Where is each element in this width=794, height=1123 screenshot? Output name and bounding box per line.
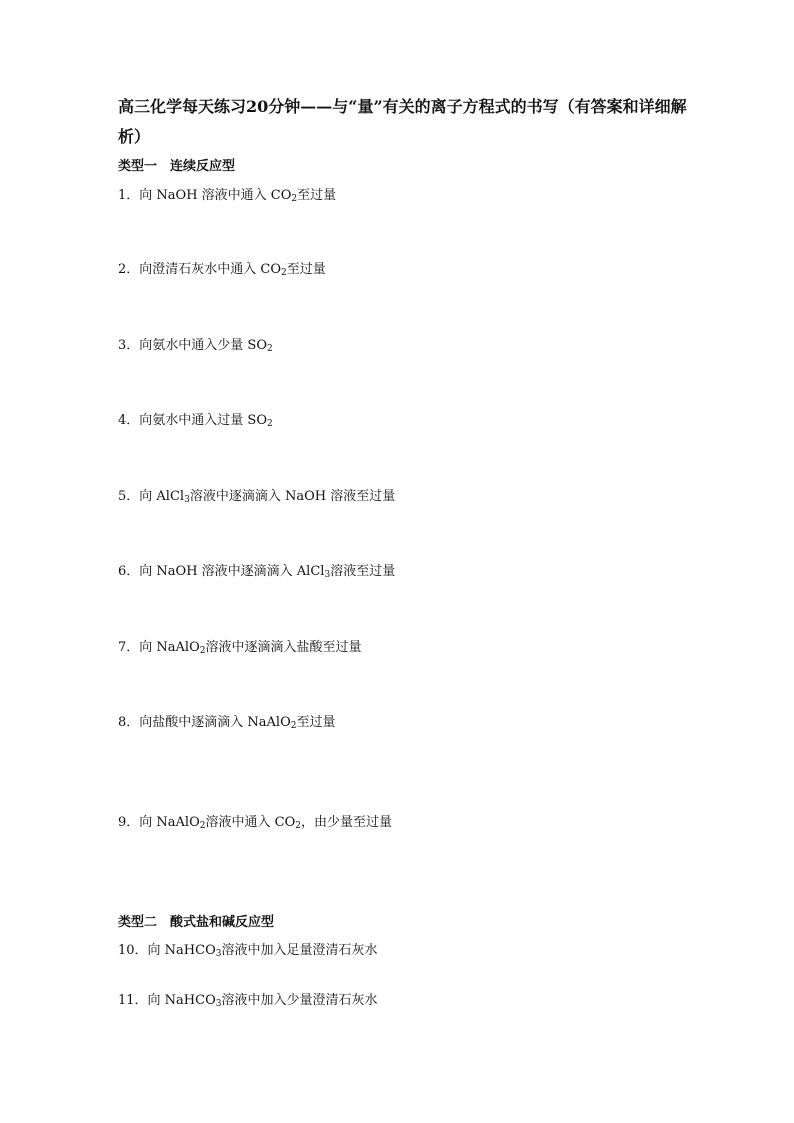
subscript: 3 [184,495,190,505]
question-text-end: 溶液中加入足量澄清石灰水 [221,943,378,958]
question-3 [118,337,273,355]
question-text-end: 至过量 [286,262,326,277]
question-10 [118,942,378,960]
subscript: 2 [281,268,287,278]
subscript: 2 [199,646,206,656]
subscript: 2 [290,721,297,731]
question-8 [118,714,336,732]
question-text: 向盐酸中逐滴滴入 NaAlO [139,715,291,730]
question-number: 9． [118,815,140,830]
question-5 [118,488,395,506]
question-text-end: 溶液至过量 [330,564,396,579]
question-9 [118,814,392,832]
question-11 [118,992,378,1010]
question-text: 向澄清石灰水中通入 CO [139,262,282,277]
question-text-end: 溶液中逐滴滴入 NaOH 溶液至过量 [189,489,396,504]
question-number: 11． [118,993,148,1008]
subscript: 2 [295,821,301,831]
question-4 [118,412,273,430]
question-text: 向氨水中通入过量 SO [139,413,267,428]
question-7 [118,639,362,657]
question-text: 向 NaHCO [147,993,216,1008]
question-number: 1． [118,188,140,203]
question-text-end: 至过量 [297,188,337,203]
subscript: 2 [266,419,273,429]
question-text-middle: 溶液中通入 CO [205,815,296,830]
question-text: 向 NaHCO [147,943,216,958]
question-1 [118,187,336,205]
question-text-end: ，由少量至过量 [300,815,392,830]
question-number: 2． [118,262,140,277]
question-number: 8． [118,715,140,730]
question-number: 4． [118,413,140,428]
question-text: 向 NaOH 溶液中逐滴滴入 AlCl [139,564,325,579]
question-text-end: 至过量 [296,715,336,730]
subscript: 2 [291,194,298,204]
question-text: 向 NaOH 溶液中通入 CO [139,188,292,203]
question-text: 向氨水中通入少量 SO [139,338,267,353]
question-text-end: 溶液中加入少量澄清石灰水 [221,993,378,1008]
question-number: 6． [118,564,140,579]
question-2 [118,261,326,279]
subscript: 3 [215,999,222,1009]
subscript: 3 [324,570,331,580]
subscript: 2 [266,344,273,354]
question-number: 7． [118,640,140,655]
subscript: 2 [199,821,206,831]
question-number: 3． [118,338,140,353]
question-text: 向 NaAlO [139,815,200,830]
subscript: 3 [215,949,222,959]
section-heading-type-2: 类型二 酸式盐和碱反应型 [118,915,275,930]
question-number: 5． [118,489,140,504]
section-heading-type-1: 类型一 连续反应型 [118,159,236,174]
question-text: 向 NaAlO [139,640,200,655]
question-text-end: 溶液中逐滴滴入盐酸至过量 [205,640,362,655]
question-text: 向 AlCl [139,489,185,504]
page-title: 高三化学每天练习20分钟——与“量”有关的离子方程式的书写（有答案和详细解析） [118,97,687,146]
question-number: 10． [118,943,148,958]
question-6 [118,563,395,581]
